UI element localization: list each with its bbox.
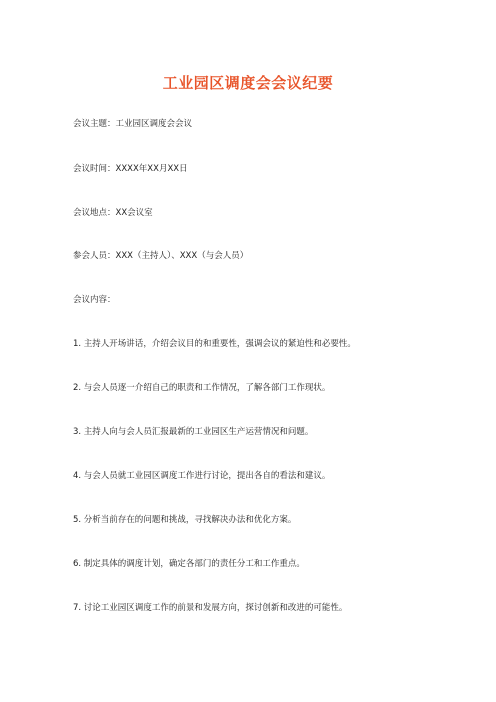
- meeting-topic: 会议主题：工业园区调度会会议: [73, 119, 193, 129]
- content-item-1: 1. 主持人开场讲话，介绍会议目的和重要性，强调会议的紧迫性和必要性。: [73, 339, 356, 349]
- content-item-5: 5. 分析当前存在的问题和挑战，寻找解决办法和优化方案。: [73, 515, 297, 525]
- meeting-attendees: 参会人员：XXX（主持人）、XXX（与会人员）: [73, 251, 249, 261]
- content-item-4: 4. 与会人员就工业园区调度工作进行讨论，提出各自的看法和建议。: [73, 471, 331, 481]
- meeting-content-heading: 会议内容：: [73, 295, 116, 305]
- content-item-2: 2. 与会人员逐一介绍自己的职责和工作情况，了解各部门工作现状。: [73, 383, 331, 393]
- content-item-6: 6. 制定具体的调度计划，确定各部门的责任分工和工作重点。: [73, 559, 305, 569]
- content-item-7: 7. 讨论工业园区调度工作的前景和发展方向，探讨创新和改进的可能性。: [73, 603, 348, 613]
- meeting-time: 会议时间：XXXX年XX月XX日: [73, 164, 188, 174]
- meeting-location: 会议地点：XX会议室: [73, 208, 153, 218]
- document-title: 工业园区调度会会议纪要: [162, 74, 334, 92]
- content-item-3: 3. 主持人向与会人员汇报最新的工业园区生产运营情况和问题。: [73, 427, 314, 437]
